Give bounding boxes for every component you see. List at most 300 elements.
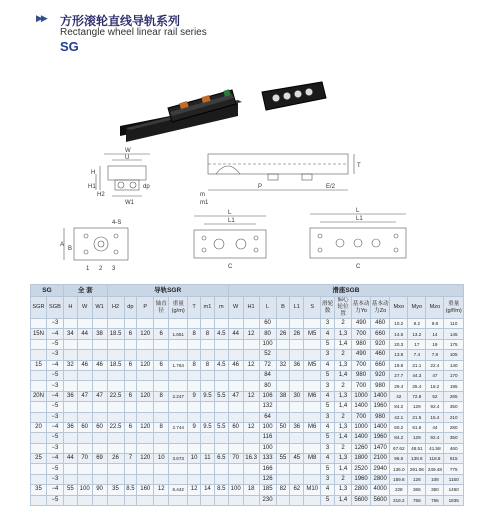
title-english: Rectangle wheel linear rail series xyxy=(60,27,207,38)
table-cell: 980 xyxy=(371,381,390,391)
table-cell xyxy=(201,495,215,505)
table-cell xyxy=(201,381,215,391)
table-cell: 92.4 xyxy=(426,402,444,412)
table-cell: 47 xyxy=(77,391,92,401)
table-cell: 60.2 xyxy=(390,422,408,432)
table-cell xyxy=(276,443,290,453)
table-cell: 1.764 xyxy=(169,360,188,370)
table-cell xyxy=(31,412,47,422)
table-cell: M5 xyxy=(304,360,321,370)
table-cell: 185 xyxy=(259,485,276,495)
table-cell xyxy=(304,412,321,422)
table-cell xyxy=(63,370,77,380)
table-cell: 6 xyxy=(124,360,137,370)
table-cell: 175 xyxy=(444,339,464,349)
table-cell: 7.8 xyxy=(426,350,444,360)
table-cell: 80 xyxy=(259,381,276,391)
table-cell: 1835 xyxy=(444,495,464,505)
table-cell: 14 xyxy=(201,485,215,495)
table-cell: 1960 xyxy=(371,433,390,443)
column-header: 偏心轮位置 xyxy=(335,297,352,319)
table-cell: 159.6 xyxy=(390,474,408,484)
table-cell xyxy=(137,474,154,484)
table-cell: 1,4 xyxy=(335,339,352,349)
table-cell xyxy=(188,495,201,505)
group-full-set: 全 套 xyxy=(63,285,107,297)
table-cell xyxy=(214,464,228,474)
table-cell xyxy=(201,339,215,349)
table-cell: 5 xyxy=(321,464,335,474)
table-cell: 64 xyxy=(259,412,276,422)
table-cell: 70 xyxy=(228,454,243,464)
table-cell: 14 xyxy=(426,329,444,339)
table-cell: M10 xyxy=(304,485,321,495)
table-cell: 3 xyxy=(321,474,335,484)
table-cell xyxy=(31,319,47,329)
table-cell xyxy=(92,474,107,484)
table-cell xyxy=(31,350,47,360)
table-cell: 12 xyxy=(243,391,259,401)
table-cell: −4 xyxy=(46,391,63,401)
table-cell: 100 xyxy=(228,485,243,495)
table-cell: 6 xyxy=(124,329,137,339)
table-cell xyxy=(290,433,304,443)
table-cell xyxy=(290,402,304,412)
table-cell xyxy=(243,474,259,484)
product-photo xyxy=(120,68,350,148)
table-cell xyxy=(214,339,228,349)
column-header: T xyxy=(188,297,201,319)
table-row xyxy=(31,381,464,391)
table-cell: 35 xyxy=(107,485,124,495)
column-header: P xyxy=(137,297,154,319)
table-cell: 126 xyxy=(259,474,276,484)
table-cell: 980 xyxy=(352,370,371,380)
table-cell xyxy=(169,402,188,412)
table-cell: 4 xyxy=(321,422,335,432)
table-cell: 42.1 xyxy=(390,412,408,422)
table-cell xyxy=(276,402,290,412)
table-cell: 460 xyxy=(371,319,390,329)
table-cell xyxy=(188,433,201,443)
table-cell: 1,4 xyxy=(335,495,352,505)
wheel-1: 1 xyxy=(86,266,90,272)
column-header: Mxo xyxy=(390,297,408,319)
table-cell xyxy=(77,381,92,391)
table-cell xyxy=(63,433,77,443)
dim-c: C xyxy=(228,264,233,270)
table-cell: 70 xyxy=(77,454,92,464)
table-cell: 48.51 xyxy=(408,443,426,453)
table-cell xyxy=(137,381,154,391)
table-cell xyxy=(77,433,92,443)
table-cell: 8 xyxy=(154,391,169,401)
table-cell xyxy=(92,464,107,474)
table-cell: 36 xyxy=(290,422,304,432)
table-cell: 8.5 xyxy=(124,485,137,495)
table-cell: 47 xyxy=(426,370,444,380)
table-cell: 50 xyxy=(276,422,290,432)
table-cell: 6.5 xyxy=(214,454,228,464)
table-cell xyxy=(154,319,169,329)
table-cell: −5 xyxy=(46,339,63,349)
table-cell xyxy=(276,339,290,349)
column-header: B xyxy=(276,297,290,319)
table-cell: 170 xyxy=(444,370,464,380)
table-cell: 7 xyxy=(124,454,137,464)
column-header: H xyxy=(63,297,77,319)
table-cell: 26 xyxy=(290,329,304,339)
table-cell xyxy=(77,464,92,474)
front-view xyxy=(88,148,150,206)
table-cell: 19 xyxy=(426,339,444,349)
table-row xyxy=(31,485,464,495)
table-cell: 138.6 xyxy=(408,454,426,464)
table-cell xyxy=(188,402,201,412)
dim-w: W xyxy=(125,148,131,154)
table-cell: −5 xyxy=(46,464,63,474)
table-cell xyxy=(243,319,259,329)
table-cell xyxy=(188,412,201,422)
dim-e2: E/2 xyxy=(326,184,336,190)
table-cell: 18.5 xyxy=(107,329,124,339)
spec-table xyxy=(30,284,464,506)
table-cell xyxy=(154,339,169,349)
table-cell: 135.0 xyxy=(390,464,408,474)
table-cell xyxy=(304,464,321,474)
table-cell: 15 xyxy=(31,360,47,370)
table-cell: 8 xyxy=(154,422,169,432)
table-cell xyxy=(154,412,169,422)
column-header: 重量(g/m) xyxy=(169,297,188,319)
table-cell xyxy=(63,474,77,484)
table-cell: −3 xyxy=(46,319,63,329)
table-cell: 5.5 xyxy=(214,422,228,432)
table-cell: 2800 xyxy=(352,485,371,495)
table-cell: 1400 xyxy=(371,422,390,432)
table-cell: 126 xyxy=(408,474,426,484)
table-cell: 20.3 xyxy=(390,339,408,349)
table-cell: 60 xyxy=(92,422,107,432)
table-cell: 12 xyxy=(243,329,259,339)
table-cell: 42 xyxy=(390,391,408,401)
table-cell: 108 xyxy=(426,474,444,484)
table-cell: 2 xyxy=(335,381,352,391)
table-cell: 20 xyxy=(31,422,47,432)
dim-c: C xyxy=(356,264,361,270)
spec-table-container xyxy=(30,284,464,506)
table-cell xyxy=(63,402,77,412)
table-cell: 45 xyxy=(290,454,304,464)
wheel-icon xyxy=(283,92,291,100)
table-cell xyxy=(107,319,124,329)
table-cell xyxy=(201,350,215,360)
table-cell xyxy=(304,381,321,391)
table-cell xyxy=(188,474,201,484)
table-cell xyxy=(107,474,124,484)
table-cell xyxy=(124,381,137,391)
table-cell xyxy=(214,412,228,422)
table-cell: 15.4 xyxy=(426,412,444,422)
table-cell: 100 xyxy=(259,443,276,453)
column-header: SGR xyxy=(31,297,47,319)
table-cell: 1,4 xyxy=(335,402,352,412)
dim-dp: dp xyxy=(143,184,150,190)
table-cell: −5 xyxy=(46,495,63,505)
table-cell xyxy=(290,443,304,453)
table-row xyxy=(31,339,464,349)
table-cell xyxy=(304,495,321,505)
table-cell: 2 xyxy=(335,443,352,453)
table-cell: 980 xyxy=(371,412,390,422)
table-cell: 12 xyxy=(243,360,259,370)
table-cell xyxy=(214,350,228,360)
table-cell xyxy=(154,433,169,443)
table-cell: 3 xyxy=(321,443,335,453)
table-cell xyxy=(243,464,259,474)
table-cell xyxy=(137,402,154,412)
table-cell xyxy=(124,495,137,505)
table-cell: 1,3 xyxy=(335,391,352,401)
table-cell xyxy=(304,370,321,380)
table-cell xyxy=(92,402,107,412)
table-cell: 26 xyxy=(107,454,124,464)
table-cell: 32 xyxy=(276,360,290,370)
table-cell xyxy=(214,433,228,443)
table-cell: 6 xyxy=(124,422,137,432)
table-cell: 29.4 xyxy=(390,381,408,391)
table-cell: 84.2 xyxy=(390,433,408,443)
table-cell: 228 xyxy=(390,485,408,495)
table-cell xyxy=(92,381,107,391)
table-cell xyxy=(201,464,215,474)
table-cell: 41.58 xyxy=(426,443,444,453)
table-cell xyxy=(290,474,304,484)
table-cell xyxy=(243,339,259,349)
table-cell: 120 xyxy=(137,391,154,401)
top-view-middle xyxy=(194,210,266,270)
table-cell: 2 xyxy=(335,350,352,360)
table-cell xyxy=(201,370,215,380)
wheel-icon xyxy=(294,90,302,98)
table-cell xyxy=(228,464,243,474)
column-header: m1 xyxy=(201,297,215,319)
dim-p: P xyxy=(258,184,263,190)
table-cell xyxy=(124,339,137,349)
table-cell xyxy=(124,443,137,453)
table-cell xyxy=(228,433,243,443)
table-cell xyxy=(276,495,290,505)
table-cell: −3 xyxy=(46,350,63,360)
column-header: H1 xyxy=(243,297,259,319)
table-cell xyxy=(77,443,92,453)
column-header: Mzo xyxy=(426,297,444,319)
table-cell: 6.442 xyxy=(169,485,188,495)
table-row xyxy=(31,422,464,432)
table-cell xyxy=(107,464,124,474)
wheel-icon xyxy=(272,94,280,102)
table-cell xyxy=(276,464,290,474)
table-cell: 9.8 xyxy=(426,319,444,329)
table-cell: −4 xyxy=(46,454,63,464)
table-cell: 47 xyxy=(228,391,243,401)
table-cell xyxy=(63,319,77,329)
table-cell: 84 xyxy=(259,370,276,380)
column-header: 基本动力Zo xyxy=(371,297,390,319)
table-cell xyxy=(77,319,92,329)
table-cell xyxy=(214,495,228,505)
table-cell xyxy=(63,339,77,349)
table-cell xyxy=(31,433,47,443)
table-cell xyxy=(243,402,259,412)
table-cell xyxy=(243,495,259,505)
wheel-icon xyxy=(305,88,313,96)
table-cell xyxy=(92,339,107,349)
wheel-3: 3 xyxy=(112,266,116,272)
table-cell: 6 xyxy=(124,391,137,401)
table-cell: 9.5 xyxy=(201,391,215,401)
table-row xyxy=(31,474,464,484)
table-cell: 249.48 xyxy=(426,464,444,474)
table-cell xyxy=(290,381,304,391)
table-cell: 3 xyxy=(321,381,335,391)
dim-m1: m1 xyxy=(200,200,209,206)
wheel-2: 2 xyxy=(99,266,103,272)
table-cell: 52 xyxy=(426,391,444,401)
table-cell xyxy=(228,370,243,380)
table-cell xyxy=(169,319,188,329)
table-cell: 1800 xyxy=(352,454,371,464)
table-cell xyxy=(290,350,304,360)
table-cell xyxy=(169,412,188,422)
table-cell xyxy=(188,464,201,474)
top-view-right xyxy=(310,208,406,270)
table-cell: 9 xyxy=(188,422,201,432)
table-cell: 30 xyxy=(290,391,304,401)
table-cell: 116 xyxy=(259,433,276,443)
table-cell xyxy=(214,370,228,380)
table-cell xyxy=(154,350,169,360)
table-cell: 13.2 xyxy=(408,329,426,339)
table-cell xyxy=(214,319,228,329)
table-cell xyxy=(228,339,243,349)
table-cell xyxy=(169,464,188,474)
table-cell: 38 xyxy=(92,329,107,339)
table-cell: 26 xyxy=(276,329,290,339)
column-header: m xyxy=(214,297,228,319)
table-cell xyxy=(169,495,188,505)
table-cell: 133 xyxy=(259,454,276,464)
table-cell: 1000 xyxy=(352,391,371,401)
table-cell: 22.5 xyxy=(107,422,124,432)
table-cell: 2100 xyxy=(371,454,390,464)
table-cell xyxy=(92,433,107,443)
table-cell xyxy=(63,443,77,453)
table-cell: 100 xyxy=(77,485,92,495)
table-cell xyxy=(169,339,188,349)
dim-b: B xyxy=(68,246,73,252)
table-cell: 8 xyxy=(201,329,215,339)
table-cell xyxy=(276,350,290,360)
table-cell: 17 xyxy=(408,339,426,349)
column-header: 轴直径 xyxy=(154,297,169,319)
table-cell: 265 xyxy=(444,391,464,401)
table-cell: 1,3 xyxy=(335,454,352,464)
table-cell: 758 xyxy=(408,495,426,505)
table-cell xyxy=(201,443,215,453)
table-cell xyxy=(276,319,290,329)
table-row xyxy=(31,495,464,505)
table-cell: 100 xyxy=(259,422,276,432)
table-cell: 140 xyxy=(444,360,464,370)
table-cell xyxy=(31,402,47,412)
table-cell: 19.8 xyxy=(390,360,408,370)
table-cell: 5 xyxy=(321,402,335,412)
table-cell: 166 xyxy=(259,464,276,474)
table-cell: 1400 xyxy=(352,433,371,443)
table-cell: 5600 xyxy=(352,495,371,505)
table-cell: 210 xyxy=(444,412,464,422)
table-cell xyxy=(276,412,290,422)
table-row xyxy=(31,433,464,443)
table-cell xyxy=(77,350,92,360)
table-cell: 44 xyxy=(426,422,444,432)
table-cell: 8 xyxy=(188,360,201,370)
table-cell: 21.1 xyxy=(408,360,426,370)
table-cell: 920 xyxy=(371,370,390,380)
table-cell xyxy=(290,370,304,380)
table-cell: 32 xyxy=(63,360,77,370)
table-cell: 3 xyxy=(321,319,335,329)
table-cell xyxy=(169,370,188,380)
table-cell: 105 xyxy=(444,350,464,360)
table-cell xyxy=(154,474,169,484)
table-cell xyxy=(63,412,77,422)
table-cell: 10.2 xyxy=(390,319,408,329)
table-cell xyxy=(77,402,92,412)
table-cell: 25.4 xyxy=(408,381,426,391)
table-cell xyxy=(63,464,77,474)
table-cell: 5.5 xyxy=(214,391,228,401)
table-cell xyxy=(124,464,137,474)
table-cell: −3 xyxy=(46,381,63,391)
table-cell: 230 xyxy=(259,495,276,505)
table-cell: 8 xyxy=(188,329,201,339)
column-header: 重量(g/f/m) xyxy=(444,297,464,319)
table-cell: 96.6 xyxy=(390,454,408,464)
table-cell xyxy=(243,433,259,443)
table-cell: 490 xyxy=(352,350,371,360)
table-cell xyxy=(188,381,201,391)
dim-l: L xyxy=(228,210,232,216)
table-cell: −4 xyxy=(46,360,63,370)
table-cell xyxy=(188,350,201,360)
table-cell xyxy=(154,495,169,505)
table-cell xyxy=(214,381,228,391)
table-cell: 120 xyxy=(137,360,154,370)
table-cell: 1,4 xyxy=(335,370,352,380)
table-cell xyxy=(31,370,47,380)
table-cell: 82 xyxy=(276,485,290,495)
table-cell xyxy=(276,381,290,391)
table-cell: 2 xyxy=(335,474,352,484)
table-cell xyxy=(228,412,243,422)
table-cell: 5 xyxy=(321,370,335,380)
table-cell: 660 xyxy=(371,360,390,370)
table-cell: 35 xyxy=(31,485,47,495)
table-cell: 10 xyxy=(188,454,201,464)
table-cell: 16.3 xyxy=(243,454,259,464)
